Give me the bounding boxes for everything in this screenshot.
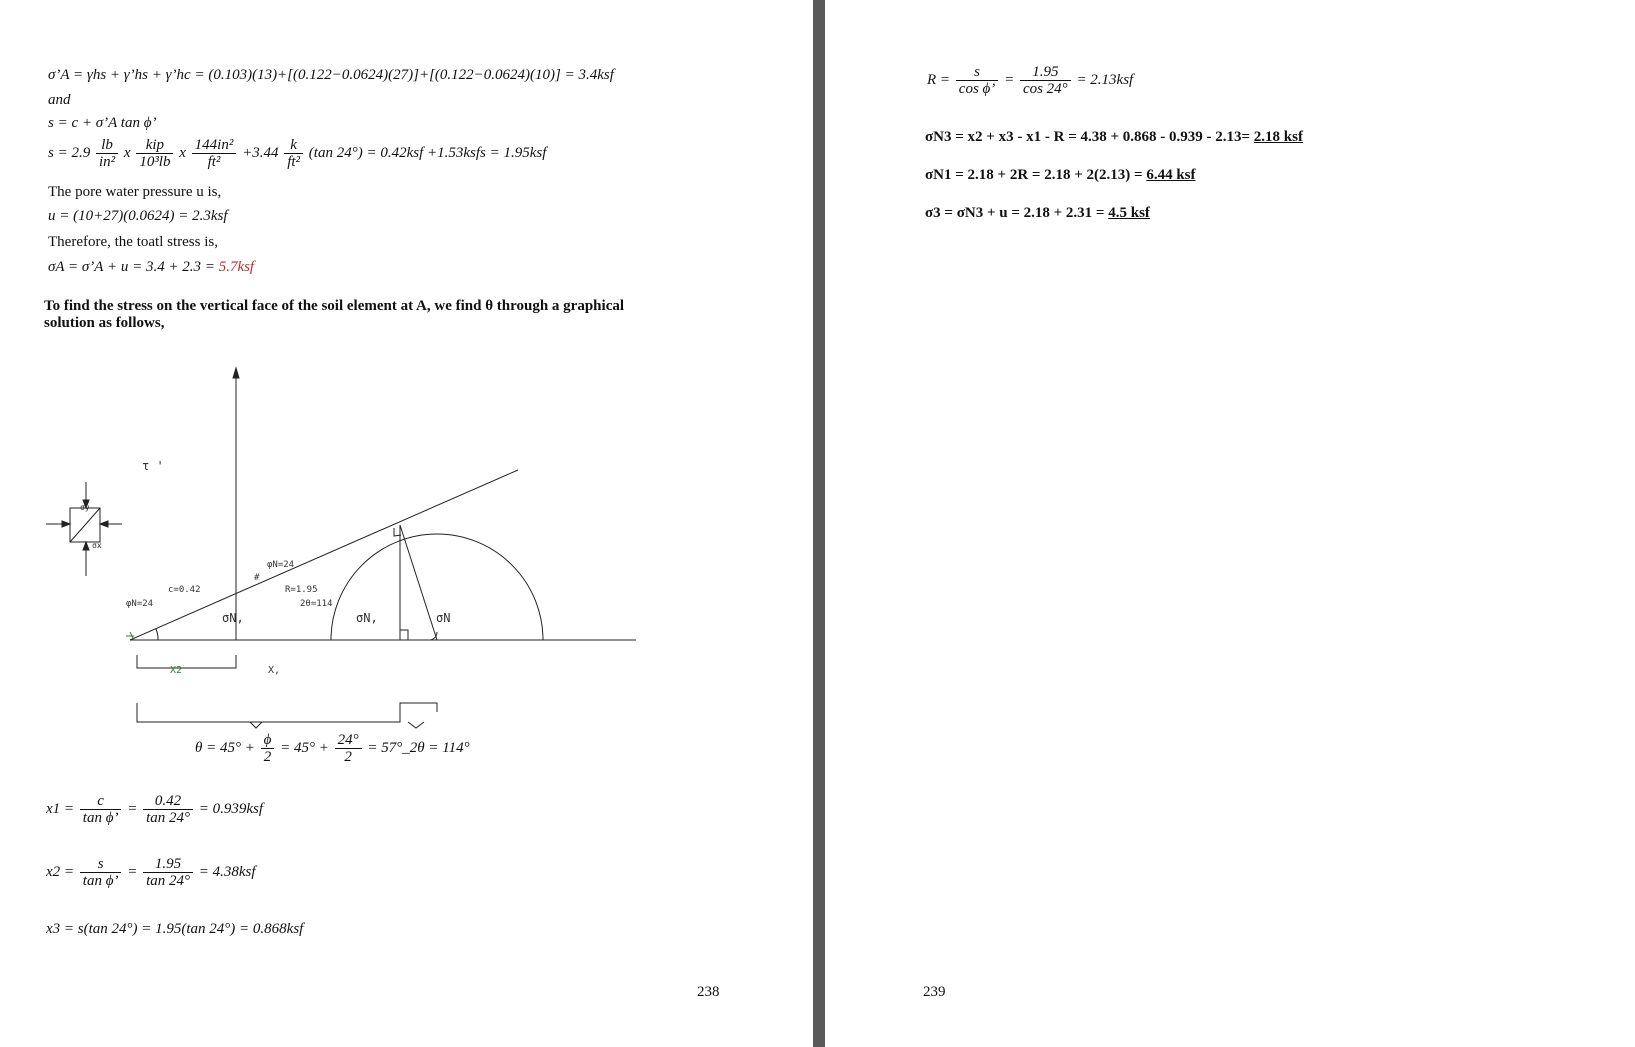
- equation-x2: x2 = $\frac{s}{\text{tan ϕ’}}$ = $\frac{1.95}{\tan 24^\circ}$ = 4.38ksf: [46, 856, 256, 889]
- r-label: R=1.95: [285, 585, 318, 595]
- pore-pressure-text: The pore water pressure u is,: [48, 184, 222, 200]
- theta-suffix: = 57°_2θ = 114°: [367, 739, 470, 756]
- equation-x1: x1 = $\frac{c}{\text{tan ϕ’}}$ = $\frac{0.42}{\tan 24^\circ}$ = 0.939ksf: [46, 793, 264, 826]
- fraction-24-half: $\frac{24^\circ}{2}$: [335, 732, 362, 765]
- equation-sigma-n3: σN3 = x2 + x3 - x1 - R = 4.38 + 0.868 - 0.939 - 2.13= 2.18 ksf: [925, 129, 1303, 145]
- equation-theta: [195, 732, 470, 765]
- x2-rhs: = 4.38ksf: [198, 863, 256, 880]
- x1-lhs: x1 =: [46, 800, 75, 817]
- x2-lhs: x2 =: [46, 863, 75, 880]
- fraction-phi-half: $\frac{\phi}{2}$: [261, 732, 275, 765]
- fraction-s-cos: $\frac{s}{\text{cos ϕ’}}$: [956, 64, 999, 97]
- and-label: and: [48, 92, 71, 108]
- shear-prefix: s = 2.9: [48, 144, 91, 161]
- therefore-text: Therefore, the toatl stress is,: [48, 234, 218, 250]
- times-2: x: [179, 144, 186, 161]
- sigma-n3-result: 2.18 ksf: [1253, 129, 1303, 145]
- page-gutter: [813, 0, 825, 1047]
- tau-label: τ ': [142, 459, 164, 473]
- total-stress-prefix: σA = σ’A + u = 3.4 + 2.3 =: [48, 259, 219, 275]
- fraction-kip: $\frac{\text{kip}}{\text{10³lb}}$: [136, 137, 173, 170]
- tau-axis-arrow: [233, 368, 239, 378]
- x1-rhs: = 0.939ksf: [198, 800, 264, 817]
- dimension-x3: [400, 703, 437, 722]
- c-label: c=0.42: [168, 585, 201, 595]
- r-lhs: R =: [927, 71, 951, 88]
- phi-label-left: φN=24: [126, 599, 154, 609]
- page-number-right: 239: [923, 984, 946, 1000]
- equation-x3: x3 = s(tan 24°) = 1.95(tan 24°) = 0.868ksf: [46, 921, 304, 937]
- fraction-lb: $\frac{lb}{\text{in²}}$: [96, 137, 118, 170]
- sigma-3-result: 4.5 ksf: [1108, 205, 1150, 221]
- right-angle-base: [400, 630, 408, 640]
- fraction-195-tan: $\frac{1.95}{\tan 24^\circ}$: [143, 856, 193, 889]
- sigma-n1-result: 6.44 ksf: [1146, 167, 1196, 183]
- total-stress-value: 5.7ksf: [218, 259, 255, 275]
- theta-prefix: θ = 45° +: [195, 739, 255, 756]
- equation-shear-strength: s = c + σ’A tan ϕ’: [48, 115, 157, 131]
- two-theta-label: 2θ=114: [300, 599, 333, 609]
- soil-element-diagonal: [70, 508, 100, 542]
- sigma-n3-label: σN,: [222, 611, 244, 625]
- fraction-s-tan: $\frac{s}{\text{tan ϕ’}}$: [80, 856, 122, 889]
- dimension-x1: [137, 655, 236, 668]
- plus-term: +3.44: [242, 144, 279, 161]
- mohr-circle-diagram: [0, 0, 813, 740]
- angle-mark-n: [430, 632, 437, 640]
- theta-mid: = 45° +: [280, 739, 329, 756]
- fraction-195-cos: $\frac{1.95}{\cos 24^\circ}$: [1020, 64, 1071, 97]
- paragraph-line-1: To find the stress on the vertical face of the soil element at A, we find θ through a graphical: [44, 298, 625, 314]
- equation-r: R = $\frac{s}{\text{cos ϕ’}}$ = $\frac{1.95}{\cos 24^\circ}$ = 2.13ksf: [927, 64, 1134, 97]
- angle-mark-phi: [156, 629, 158, 640]
- shear-suffix: (tan 24°) = 0.42ksf +1.53ksfs = 1.95ksf: [308, 144, 547, 161]
- sigma-n1-label: σN,: [356, 611, 378, 625]
- equation-sigma-3: σ3 = σN3 + u = 2.18 + 2.31 = 4.5 ksf: [925, 205, 1150, 221]
- equation-pore-pressure: u = (10+27)(0.0624) = 2.3ksf: [48, 208, 228, 224]
- equation-sigma-n1: σN1 = 2.18 + 2R = 2.18 + 2(2.13) = 6.44 ksf: [925, 167, 1196, 183]
- fraction-area: $\frac{\text{144in²}}{\text{ft²}}$: [192, 137, 237, 170]
- x3-label: X,: [268, 665, 281, 676]
- page-number-left: 238: [697, 984, 720, 1000]
- fraction-c-tan: $\frac{c}{\text{tan ϕ’}}$: [80, 793, 122, 826]
- times-1: x: [123, 144, 131, 161]
- x2-label: X2: [170, 665, 183, 676]
- fraction-042-tan: $\frac{0.42}{\tan 24^\circ}$: [143, 793, 193, 826]
- fraction-k: $\frac{k}{\text{ft²}}$: [284, 137, 303, 170]
- phi-label-top: φN=24: [267, 560, 295, 570]
- left-page: [0, 0, 813, 1047]
- dimension-x2: [137, 703, 400, 722]
- right-page: [825, 0, 1635, 1047]
- paragraph-line-2: solution as follows,: [44, 315, 165, 331]
- failure-envelope: [130, 470, 518, 640]
- equation-effective-stress: σ’A = γhs + γ’hs + γ’hc = (0.103)(13)+[(0.122−0.0624)(27)]+[(0.122−0.0624)(10)] = 3.4ksf: [48, 67, 614, 83]
- dimension-x3-tick: [408, 722, 424, 728]
- sigma-n-label: σN: [436, 611, 451, 625]
- r-rhs: = 2.13ksf: [1076, 71, 1134, 88]
- hash-label: #: [254, 573, 260, 583]
- radius-line: [400, 525, 437, 640]
- dimension-x2-tick: [250, 722, 262, 728]
- sigma-y-label: σy: [80, 503, 90, 512]
- sigma-x-label: σx: [92, 541, 102, 550]
